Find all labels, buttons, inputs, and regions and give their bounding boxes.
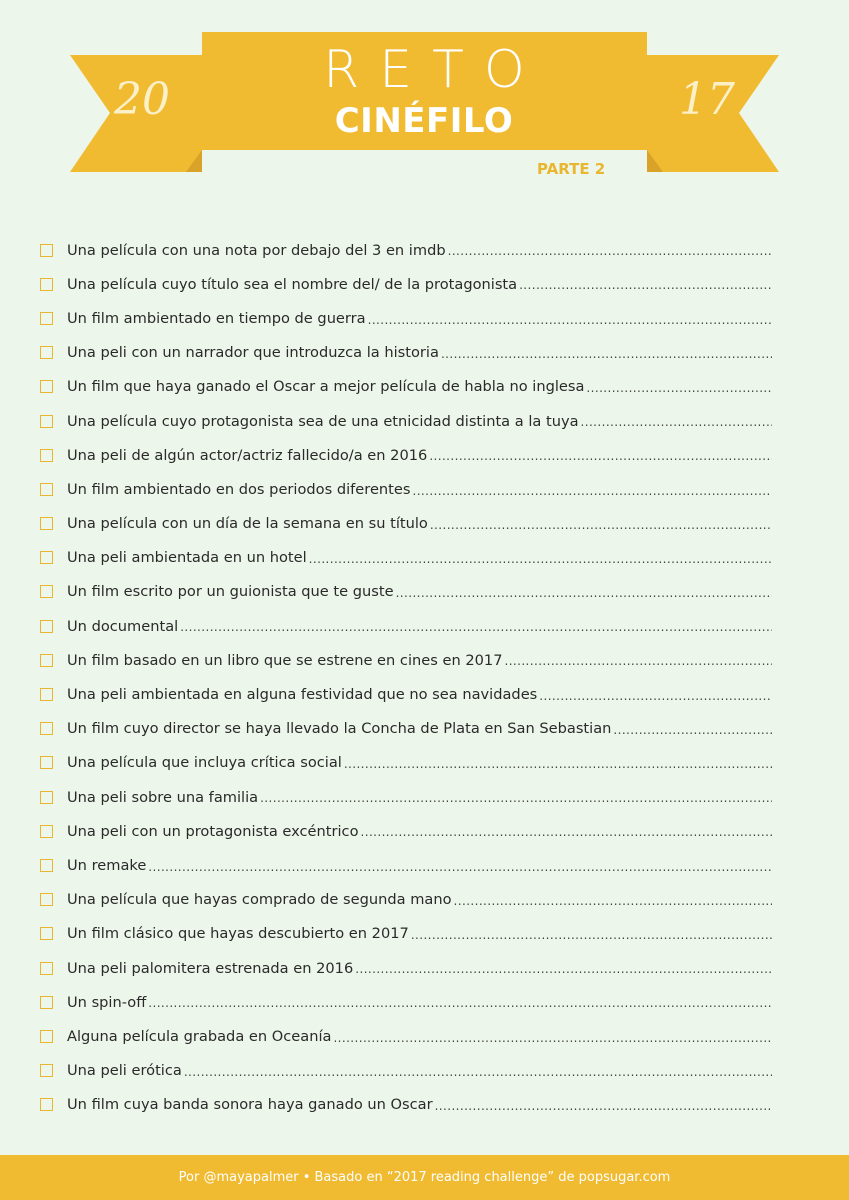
dot-leader <box>504 654 772 677</box>
checklist-item <box>40 541 772 575</box>
checklist-item <box>40 336 772 370</box>
checklist-item-label: Una peli con un protagonista excéntrico <box>67 822 359 840</box>
checkbox[interactable] <box>40 312 53 325</box>
checkbox[interactable] <box>40 791 53 804</box>
checklist-item <box>40 677 772 711</box>
checkbox[interactable] <box>40 415 53 428</box>
year-left-label: 20 <box>114 74 170 125</box>
checklist-item-label: Un film basado en un libro que se estrene en cines en 2017 <box>67 651 503 669</box>
checklist-item <box>40 746 772 780</box>
checklist-item-label: Una peli palomitera estrenada en 2016 <box>67 959 354 977</box>
checkbox[interactable] <box>40 551 53 564</box>
checklist-item-label: Una peli sobre una familia <box>67 788 259 806</box>
checklist-item-label: Un spin-off <box>67 993 147 1011</box>
dot-leader <box>429 449 772 472</box>
dot-leader <box>396 586 772 609</box>
dot-leader <box>309 552 772 575</box>
checkbox[interactable] <box>40 654 53 667</box>
checkbox[interactable] <box>40 449 53 462</box>
checklist-item <box>40 985 772 1019</box>
dot-leader <box>411 928 772 951</box>
title-cinefilo: CINÉFILO <box>334 101 514 141</box>
checklist-item <box>40 370 772 404</box>
checklist-item-label: Una película con un día de la semana en su título <box>67 515 428 533</box>
checklist-item-label: Una peli erótica <box>67 1062 182 1080</box>
checklist-item-label: Un film ambientado en tiempo de guerra <box>67 309 366 327</box>
checklist-item-label: Alguna película grabada en Oceanía <box>67 1027 332 1045</box>
checklist-item <box>40 1019 772 1053</box>
checklist-item <box>40 301 772 335</box>
checklist-item <box>40 404 772 438</box>
dot-leader <box>412 484 772 507</box>
dot-leader <box>441 347 772 370</box>
dot-leader <box>519 278 772 301</box>
dot-leader <box>361 825 772 848</box>
checklist-item-label: Un film escrito por un guionista que te guste <box>67 583 394 601</box>
checklist-item-label: Una película con una nota por debajo del 3 en imdb <box>67 241 446 259</box>
checkbox[interactable] <box>40 346 53 359</box>
checklist-item <box>40 712 772 746</box>
dot-leader <box>435 1099 772 1122</box>
checklist-item-label: Una película que incluya crítica social <box>67 754 342 772</box>
checkbox[interactable] <box>40 278 53 291</box>
checklist-item-label: Una película que hayas comprado de segunda mano <box>67 891 452 909</box>
dot-leader <box>180 620 772 643</box>
checklist-item-label: Una peli con un narrador que introduzca la historia <box>67 344 439 362</box>
dot-leader <box>333 1031 772 1054</box>
dot-leader <box>260 791 772 814</box>
dot-leader <box>368 313 772 336</box>
checkbox[interactable] <box>40 517 53 530</box>
checklist-item <box>40 951 772 985</box>
dot-leader <box>581 415 772 438</box>
dot-leader <box>148 860 772 883</box>
checklist-item-label: Un film cuyo director se haya llevado la Concha de Plata en San Sebastian <box>67 720 612 738</box>
checklist-item <box>40 609 772 643</box>
checkbox[interactable] <box>40 927 53 940</box>
dot-leader <box>539 689 772 712</box>
checkbox[interactable] <box>40 825 53 838</box>
checklist-item-label: Un documental <box>67 617 179 635</box>
checklist-item <box>40 575 772 609</box>
checkbox[interactable] <box>40 1064 53 1077</box>
checkbox[interactable] <box>40 996 53 1009</box>
checkbox[interactable] <box>40 620 53 633</box>
checklist-item <box>40 507 772 541</box>
checkbox[interactable] <box>40 380 53 393</box>
dot-leader <box>448 244 772 267</box>
checkbox[interactable] <box>40 688 53 701</box>
dot-leader <box>613 723 772 746</box>
checklist-item <box>40 1054 772 1088</box>
checklist-item <box>40 814 772 848</box>
checklist-item-label: Una peli de algún actor/actriz fallecido/a en 2016 <box>67 446 428 464</box>
checkbox[interactable] <box>40 722 53 735</box>
checklist-item <box>40 1088 772 1122</box>
checkbox[interactable] <box>40 244 53 257</box>
checklist-item-label: Un film ambientado en dos periodos diferentes <box>67 480 411 498</box>
checkbox[interactable] <box>40 756 53 769</box>
dot-leader <box>344 757 772 780</box>
dot-leader <box>148 996 772 1019</box>
checklist-item <box>40 267 772 301</box>
checklist-item <box>40 848 772 882</box>
checkbox[interactable] <box>40 859 53 872</box>
dot-leader <box>430 518 772 541</box>
part-label: PARTE 2 <box>537 160 606 178</box>
dot-leader <box>586 381 772 404</box>
checklist-item <box>40 780 772 814</box>
year-right-label: 17 <box>679 74 735 125</box>
checklist-item-label: Una película cuyo protagonista sea de una etnicidad distinta a la tuya <box>67 412 579 430</box>
checklist-item <box>40 438 772 472</box>
checklist-item-label: Un film clásico que hayas descubierto en 2017 <box>67 925 409 943</box>
checklist-item-label: Un remake <box>67 856 147 874</box>
checklist-item-label: Una película cuyo título sea el nombre del/ de la protagonista <box>67 275 518 293</box>
footer-bar <box>0 1155 849 1200</box>
checkbox[interactable] <box>40 1098 53 1111</box>
footer-credit: Por @mayapalmer • Basado en “2017 reading challenge” de popsugar.com <box>178 1170 671 1185</box>
dot-leader <box>355 962 772 985</box>
checklist-item <box>40 472 772 506</box>
title-reto: RETO <box>323 40 545 100</box>
checklist-item-label: Una peli ambientada en un hotel <box>67 549 307 567</box>
challenge-checklist <box>40 233 772 1122</box>
checkbox[interactable] <box>40 585 53 598</box>
checklist-item <box>40 643 772 677</box>
checkbox[interactable] <box>40 1030 53 1043</box>
checklist-item <box>40 233 772 267</box>
checkbox[interactable] <box>40 962 53 975</box>
checkbox[interactable] <box>40 893 53 906</box>
checklist-item <box>40 917 772 951</box>
checklist-item-label: Un film cuya banda sonora haya ganado un Oscar <box>67 1096 433 1114</box>
checkbox[interactable] <box>40 483 53 496</box>
checklist-item-label: Una peli ambientada en alguna festividad que no sea navidades <box>67 686 538 704</box>
checklist-item <box>40 883 772 917</box>
dot-leader <box>184 1065 772 1088</box>
checklist-item-label: Un film que haya ganado el Oscar a mejor película de habla no inglesa <box>67 378 585 396</box>
dot-leader <box>454 894 772 917</box>
